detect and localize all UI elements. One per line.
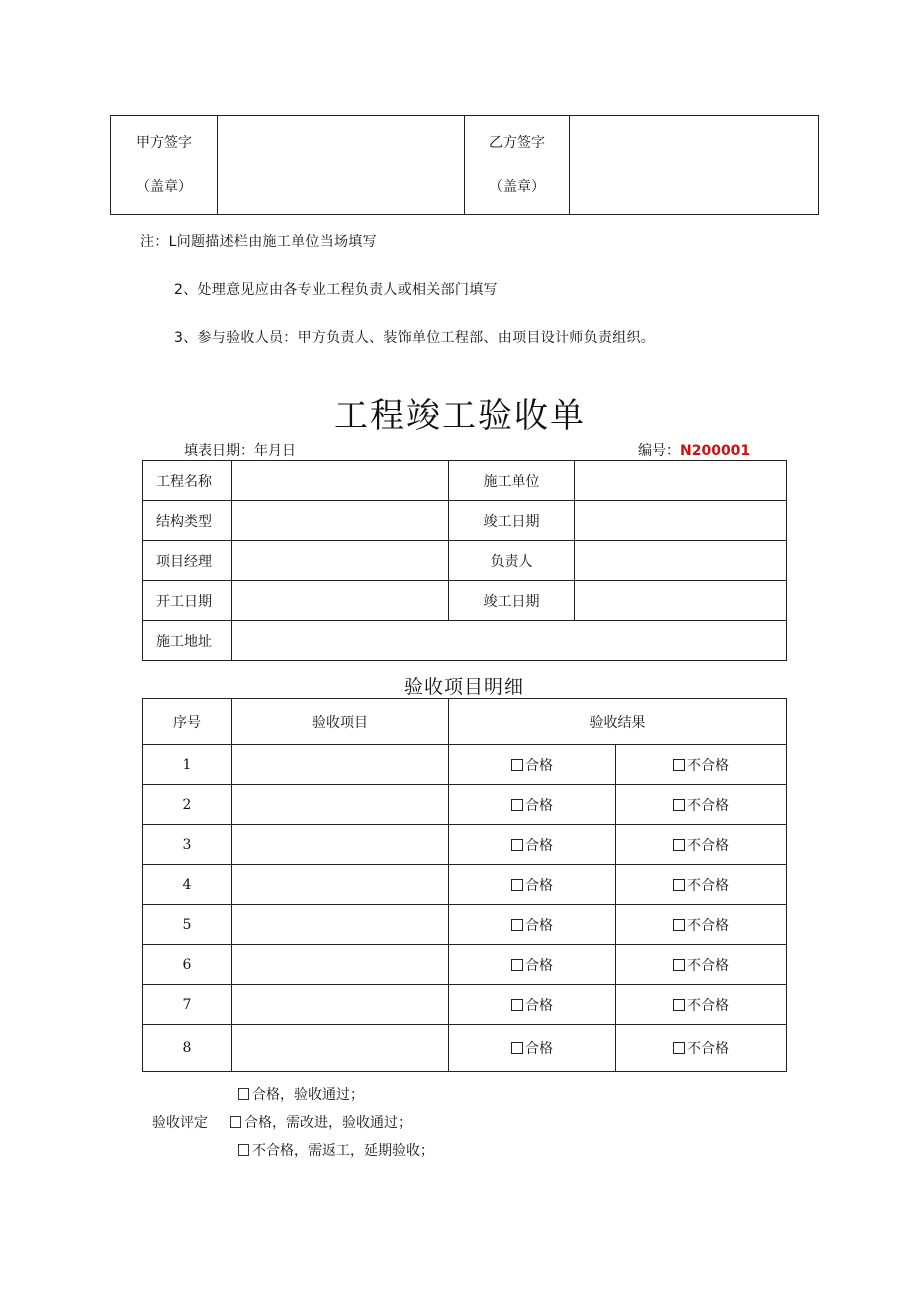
project-info-table: [142, 460, 787, 661]
row-number: 1: [143, 745, 232, 785]
result-pass-option[interactable]: [449, 865, 616, 905]
result-pass-label: 合格: [525, 837, 553, 854]
construction-unit-label: 施工单位: [449, 461, 575, 501]
col-header-no: 序号: [143, 699, 232, 745]
detail-title: 验收项目明细: [403, 676, 524, 698]
completion-date-2-label: 竣工日期: [449, 581, 575, 621]
start-date-label: 开工日期: [143, 581, 232, 621]
table-row: [143, 945, 787, 985]
checkbox-icon[interactable]: [511, 1042, 523, 1054]
result-pass-option[interactable]: [449, 905, 616, 945]
result-pass-label: 合格: [525, 757, 553, 774]
table-row: [143, 745, 787, 785]
checkbox-icon[interactable]: [511, 799, 523, 811]
checkbox-icon[interactable]: [238, 1088, 249, 1100]
row-number: 7: [143, 985, 232, 1025]
result-pass-label: 合格: [525, 997, 553, 1014]
acceptance-item-field[interactable]: [232, 905, 449, 945]
checkbox-icon[interactable]: [511, 999, 523, 1011]
result-pass-label: 合格: [525, 957, 553, 974]
site-address-field[interactable]: [232, 621, 787, 661]
acceptance-item-field[interactable]: [232, 825, 449, 865]
acceptance-item-field[interactable]: [232, 865, 449, 905]
start-date-field[interactable]: [232, 581, 449, 621]
table-row: [143, 985, 787, 1025]
checkbox-icon[interactable]: [238, 1144, 249, 1156]
completion-date-field[interactable]: [575, 501, 787, 541]
result-pass-option[interactable]: [449, 985, 616, 1025]
result-pass-label: 合格: [525, 797, 553, 814]
fill-date: 填表日期：年月日: [184, 443, 296, 459]
col-header-result: 验收结果: [449, 699, 787, 745]
project-manager-field[interactable]: [232, 541, 449, 581]
table-row: [143, 905, 787, 945]
party-b-signature-label: 乙方签字 （盖章）: [465, 116, 570, 215]
result-fail-label: 不合格: [687, 997, 729, 1014]
row-number: 4: [143, 865, 232, 905]
acceptance-item-field[interactable]: [232, 745, 449, 785]
checkbox-icon[interactable]: [511, 879, 523, 891]
result-pass-option[interactable]: [449, 745, 616, 785]
result-pass-option[interactable]: [449, 785, 616, 825]
project-name-label: 工程名称: [143, 461, 232, 501]
checkbox-icon[interactable]: [673, 999, 685, 1011]
checkbox-icon[interactable]: [673, 799, 685, 811]
acceptance-item-field[interactable]: [232, 945, 449, 985]
result-fail-option[interactable]: [616, 825, 787, 865]
result-fail-label: 不合格: [687, 757, 729, 774]
row-number: 6: [143, 945, 232, 985]
result-fail-option[interactable]: [616, 785, 787, 825]
checkbox-icon[interactable]: [673, 759, 685, 771]
row-number: 5: [143, 905, 232, 945]
structure-type-label: 结构类型: [143, 501, 232, 541]
row-number: 3: [143, 825, 232, 865]
structure-type-field[interactable]: [232, 501, 449, 541]
result-fail-option[interactable]: [616, 745, 787, 785]
table-row: [143, 825, 787, 865]
evaluation-option-fail[interactable]: 不合格，需返工，延期验收；: [238, 1140, 434, 1160]
table-row: [143, 865, 787, 905]
result-fail-option[interactable]: [616, 985, 787, 1025]
result-fail-option[interactable]: [616, 865, 787, 905]
row-number: 2: [143, 785, 232, 825]
acceptance-item-field[interactable]: [232, 785, 449, 825]
checkbox-icon[interactable]: [511, 959, 523, 971]
result-pass-label: 合格: [525, 877, 553, 894]
result-fail-label: 不合格: [687, 877, 729, 894]
form-title: 工程竣工验收单: [334, 396, 586, 436]
table-row: [143, 1025, 787, 1072]
result-fail-option[interactable]: [616, 905, 787, 945]
checkbox-icon[interactable]: [673, 919, 685, 931]
acceptance-item-field[interactable]: [232, 985, 449, 1025]
person-in-charge-field[interactable]: [575, 541, 787, 581]
result-pass-option[interactable]: [449, 945, 616, 985]
party-a-signature-label: 甲方签字 （盖章）: [111, 116, 218, 215]
checkbox-icon[interactable]: [511, 839, 523, 851]
result-fail-option[interactable]: [616, 1025, 787, 1072]
result-fail-option[interactable]: [616, 945, 787, 985]
result-fail-label: 不合格: [687, 797, 729, 814]
result-fail-label: 不合格: [687, 837, 729, 854]
table-row: [143, 785, 787, 825]
project-manager-label: 项目经理: [143, 541, 232, 581]
checkbox-icon[interactable]: [511, 919, 523, 931]
result-fail-label: 不合格: [687, 917, 729, 934]
result-pass-option[interactable]: [449, 1025, 616, 1072]
person-in-charge-label: 负责人: [449, 541, 575, 581]
result-pass-label: 合格: [525, 1041, 553, 1057]
col-header-item: 验收项目: [232, 699, 449, 745]
evaluation-label: 验收评定: [152, 1115, 208, 1131]
result-fail-label: 不合格: [687, 957, 729, 974]
site-address-label: 施工地址: [143, 621, 232, 661]
project-name-field[interactable]: [232, 461, 449, 501]
note-3: 3、参与验收人员：甲方负责人、装饰单位工程部、由项目设计师负责组织。: [174, 330, 656, 346]
checkbox-icon[interactable]: [673, 959, 685, 971]
completion-date-label: 竣工日期: [449, 501, 575, 541]
acceptance-detail-table: [142, 698, 787, 1072]
construction-unit-field[interactable]: [575, 461, 787, 501]
signature-table: [110, 115, 819, 215]
acceptance-item-field[interactable]: [232, 1025, 449, 1072]
note-2: 2、处理意见应由各专业工程负责人或相关部门填写: [174, 282, 498, 298]
party-a-signature-field[interactable]: [218, 116, 465, 215]
note-1: 注：L问题描述栏由施工单位当场填写: [140, 234, 377, 250]
checkbox-icon[interactable]: [673, 879, 685, 891]
result-pass-option[interactable]: [449, 825, 616, 865]
row-number: 8: [143, 1025, 232, 1072]
serial-value: N200001: [680, 443, 751, 459]
evaluation-option-pass[interactable]: 合格，验收通过；: [238, 1084, 364, 1104]
result-pass-label: 合格: [525, 917, 553, 934]
checkbox-icon[interactable]: [230, 1116, 241, 1128]
completion-date-2-field[interactable]: [575, 581, 787, 621]
serial-label: 编号：: [638, 443, 680, 459]
checkbox-icon[interactable]: [673, 1042, 685, 1054]
evaluation-option-improve[interactable]: 合格，需改进，验收通过；: [230, 1112, 412, 1132]
result-fail-label: 不合格: [687, 1041, 729, 1057]
checkbox-icon[interactable]: [673, 839, 685, 851]
party-b-signature-field[interactable]: [570, 116, 819, 215]
serial-number: [638, 440, 750, 460]
checkbox-icon[interactable]: [511, 759, 523, 771]
